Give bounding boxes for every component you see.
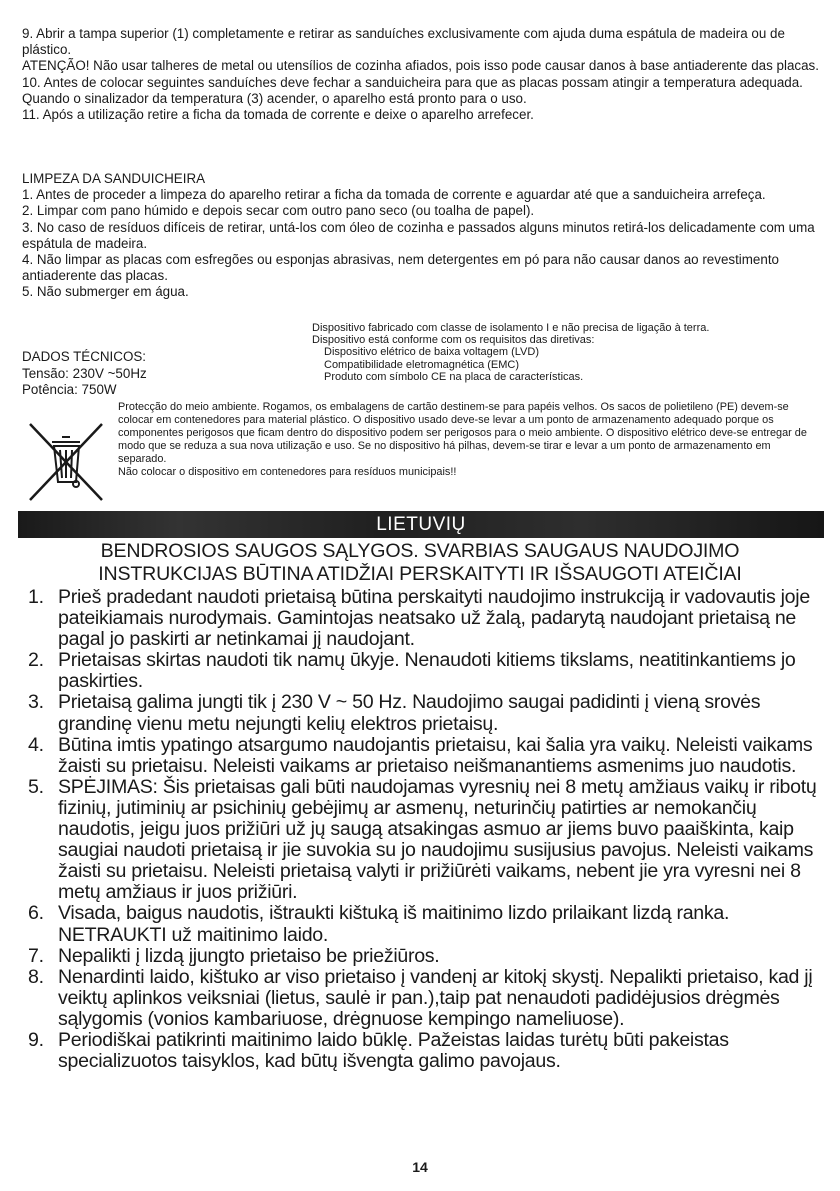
cleaning-section (22, 171, 822, 301)
environment-last-line: Não colocar o dispositivo em contenedores para resíduos municipais!! (118, 466, 457, 479)
cleaning-item: 3. No caso de resíduos difíceis de retirar, untá-los com óleo de cozinha e passados alguns minutos retirá-los delicadamente com uma espátula de madeira. (22, 219, 815, 251)
safety-item-text: Visada, baigus naudotis, ištraukti kištuką iš maitinimo lizdo prilaikant lizdą ranka. NETRAUKTI už maitinimo laido. (58, 902, 730, 946)
safety-item (28, 735, 828, 777)
cleaning-item: 4. Não limpar as placas com esfregões ou esponjas abrasivas, nem detergentes em pó para não causar danos ao revestimento antiaderente das placas. (22, 252, 779, 284)
page-number: 14 (412, 1159, 428, 1175)
safety-item-number: 4. (28, 733, 44, 756)
safety-item-number: 6. (28, 902, 44, 925)
safety-list (28, 587, 828, 1072)
ce-directive: Dispositivo elétrico de baixa voltagem (LVD) (324, 346, 539, 359)
language-section-bar (18, 511, 824, 538)
technical-power: Potência: 750W (22, 382, 117, 397)
crossed-out-wheelie-bin-icon (26, 420, 106, 504)
safety-item-text: Prietaisas skirtas naudoti tik namų ūkyje. Nenaudoti kitiems tikslams, neatitinkantiems jo paskirties. (58, 649, 796, 693)
cleaning-item: 2. Limpar com pano húmido e depois secar com outro pano seco (ou toalha de papel). (22, 203, 535, 219)
ce-directive: Compatibilidade eletromagnética (EMC) (324, 358, 520, 371)
safety-item (28, 967, 828, 1030)
instruction-item: 9. Abrir a tampa superior (1) completamente e retirar as sanduíches exclusivamente com ajuda duma espátula de madeira ou de plástico. (22, 26, 785, 58)
technical-voltage: Tensão: 230V ~50Hz (22, 365, 147, 381)
usage-instructions-pt (22, 26, 822, 123)
safety-item (28, 587, 828, 650)
safety-item (28, 946, 828, 967)
environment-text: Protecção do meio ambiente. Rogamos, os embalagens de cartão destinem-se para papéis velhos. Os sacos de polietileno (PE) devem-se colocar em contenedores para material plástico. O dispositivo usado deve-se levar a um ponto de armazenamento adequado porque os componentes perigosos que ficam dentro do dispositivo podem ser perigosos para o meio ambiente. O dispositivo elétrico deve-se entregar de modo que se reduza a sua nova utilização e uso. Se no dispositivo há pilhas, devem-se tirar e levar a um ponto de armazenamento em separado. (118, 401, 807, 466)
safety-item (28, 1030, 828, 1072)
safety-item (28, 903, 828, 945)
ce-compliance-info (312, 322, 827, 383)
instruction-item: 11. Após a utilização retire a ficha da tomada de corrente e deixe o aparelho arrefecer. (22, 107, 534, 123)
safety-heading-line: BENDROSIOS SAUGOS SĄLYGOS. SVARBIAS SAUGAUS NAUDOJIMO (100, 540, 740, 562)
safety-item (28, 777, 828, 904)
safety-item-text: SPĖJIMAS: Šis prietaisas gali būti naudojamas vyresnių nei 8 metų amžiaus vaikų ir ribotų fizinių, jutiminių ar psichinių gebėjimų ar asmenų, neturinčių patirties ar nemokančių naudotis, jeigu juos prižiūri už jų saugą atsakingas asmuo ar jiems buvo paaiškinta, kaip saugiai naudoti prietaisą ir jie suvokia su jo naudojimu susijusius pavojus. Neleisti vaikams žaisti su prietaisu. Neleisti prietaisą valyti ir prižiūrėti vaikams, nebent jie yra vyresni nei 8 metų amžiaus ir juos prižiūri. (58, 775, 817, 904)
instruction-warning: ATENÇÃO! Não usar talheres de metal ou utensílios de cozinha afiados, pois isso pode causar danos à base antiaderente das placas. (22, 58, 819, 74)
safety-item-number: 3. (28, 691, 44, 714)
safety-item-number: 9. (28, 1028, 44, 1051)
cleaning-heading: LIMPEZA DA SANDUICHEIRA (22, 171, 206, 186)
cleaning-item: 1. Antes de proceder a limpeza do aparelho retirar a ficha da tomada de corrente e aguardar até que a sanduicheira arrefeça. (22, 187, 766, 203)
safety-item-text: Nenardinti laido, kištuko ar viso prietaiso į vandenį ar kitokį skystį. Nepalikti prietaiso, kad jį veiktų aplinkos veiksniai (lietus, saulė ir pan.),taip pat nenaudoti padidėjusios drėgmės sąlygomis (vonios kambariuose, drėgnuose kempingo nameliuose). (58, 965, 813, 1030)
safety-item-number: 8. (28, 965, 44, 988)
language-label: LIETUVIŲ (376, 513, 466, 535)
technical-heading: DADOS TÉCNICOS: (22, 349, 147, 364)
safety-item-text: Būtina imtis ypatingo atsargumo naudojantis prietaisu, kai šalia yra vaikų. Neleisti vaikams žaisti su prietaisu. Neleisti vaikams ar prietaiso neišmanantiems asmenims juo naudotis. (58, 733, 813, 777)
safety-item (28, 650, 828, 692)
safety-item-number: 5. (28, 775, 44, 798)
safety-item-number: 7. (28, 944, 44, 967)
environment-protection (118, 401, 818, 480)
ce-line: Dispositivo está conforme com os requisitos das diretivas: (312, 334, 595, 347)
ce-directive: Produto com símbolo CE na placa de características. (324, 370, 584, 383)
safety-item-text: Periodiškai patikrinti maitinimo laido būklę. Pažeistas laidas turėtų būti pakeistas specializuotos taisyklos, kad būtų išvengta galimo pavojaus. (58, 1028, 729, 1073)
safety-item-text: Prieš pradedant naudoti prietaisą būtina perskaityti naudojimo instrukciją ir vadovautis joje pateikiamais nurodymais. Gamintojas neatsako už žalą, padarytą naudojant prietaisą ne pagal jo paskirti ar netinkamai jį naudojant. (58, 586, 810, 651)
ce-line: Dispositivo fabricado com classe de isolamento I e não precisa de ligação à terra. (312, 322, 710, 334)
safety-item-number: 2. (28, 649, 44, 672)
safety-item-number: 1. (28, 586, 44, 608)
technical-data (22, 349, 222, 399)
safety-item (28, 692, 828, 734)
cleaning-item: 5. Não submerger em água. (22, 284, 189, 300)
safety-item-text: Prietaisą galima jungti tik į 230 V ~ 50 Hz. Naudojimo saugai padidinti į vieną srovės grandinę vienu metu nejungti kelių elektros prietaisų. (58, 691, 761, 735)
safety-heading (40, 540, 800, 586)
safety-item-text: Nepalikti į lizdą įjungto prietaiso be priežiūros. (58, 944, 440, 967)
instruction-item: 10. Antes de colocar seguintes sanduíches deve fechar a sanduicheira para que as placas possam atingir a temperatura adequada. Quando o sinalizador da temperatura (3) acender, o aparelho está pronto para o uso. (22, 74, 803, 106)
safety-heading-line: INSTRUKCIJAS BŪTINA ATIDŽIAI PERSKAITYTI IR IŠSAUGOTI ATEIČIAI (98, 563, 742, 585)
